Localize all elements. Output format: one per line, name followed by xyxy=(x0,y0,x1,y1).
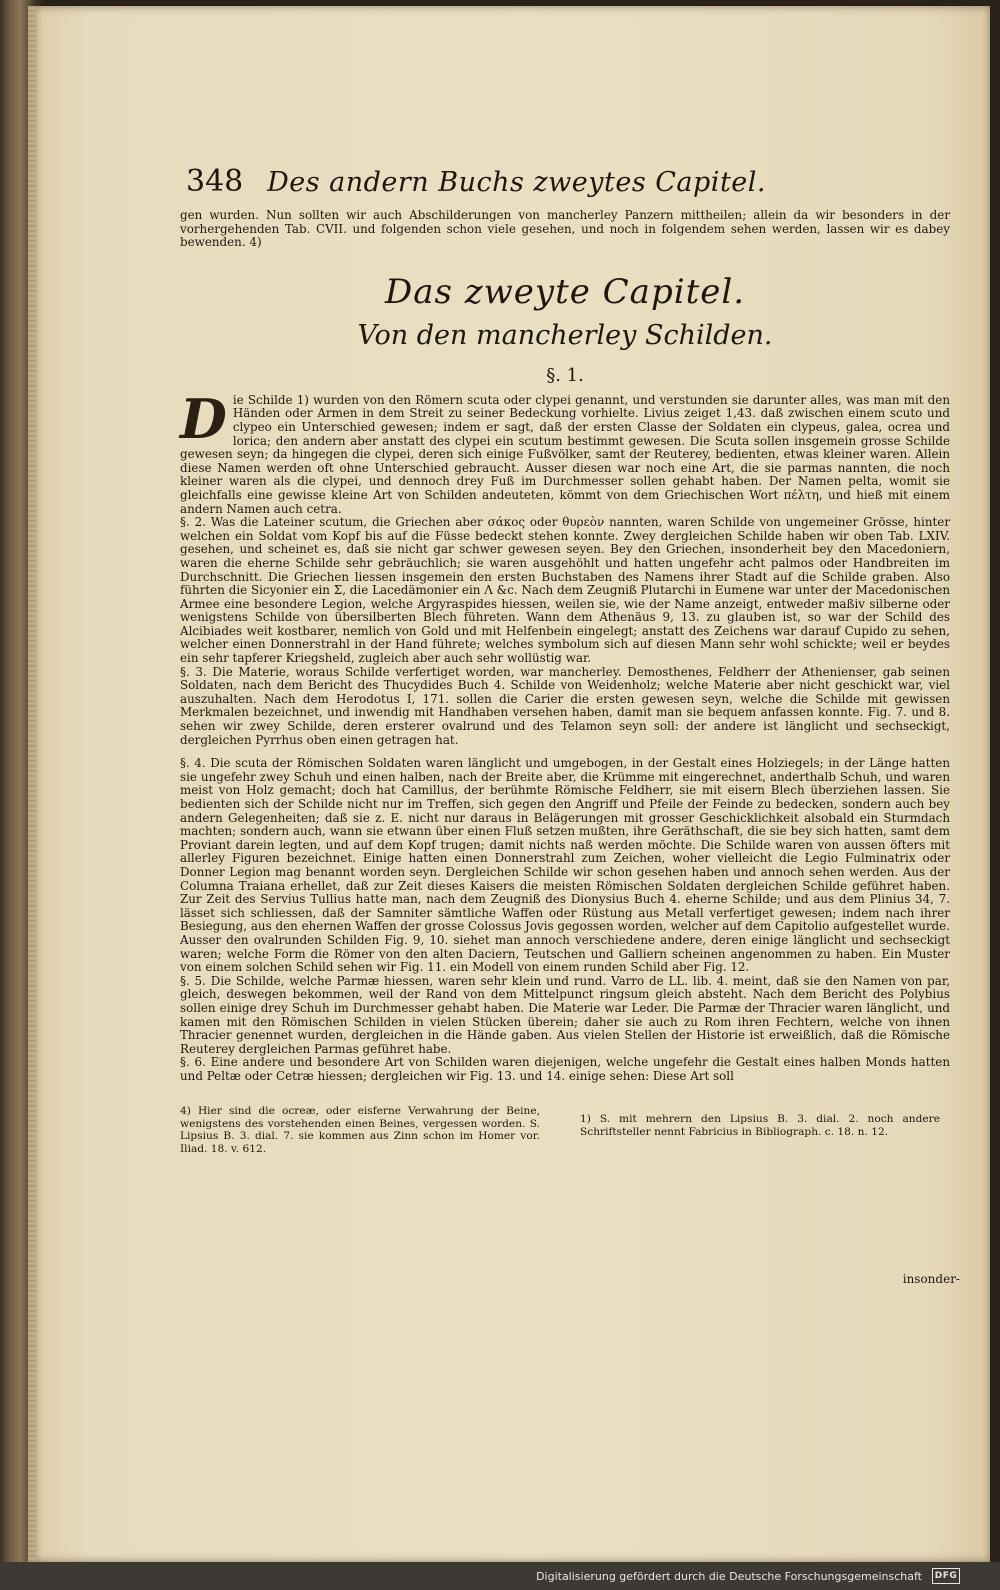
paragraph-4: §. 4. Die scuta der Römischen Soldaten waren länglicht und umgebogen, in der Gestalt eines Holziegels; in der Länge hatten sie ungefehr zwey Schuh und einen halben, nach der Breite aber, die Krümme mit eingerechnet, anderthalb Schuh, und waren meist von Holz gemacht; doch hat Camillus, der berühmte Römische Feldherr, sie mit eisern Blech überziehen lassen. Sie bedienten sich der Schilde nicht nur im Treffen, sich gegen den Angriff und Pfeile der Feinde zu bedecken, sondern auch bey andern Gelegenheiten; daß sie z. E. nicht nur daraus in Belägerungen mit grosser Geschicklichkeit alsobald ein Sturmdach machten; sondern auch, wann sie etwann über einen Fluß setzen mußten, ihre Geräthschaft, die sie bey sich hatten, samt dem Proviant darein legten, und auf dem Kopf trugen; damit nichts naß werden möchte. Die Schilde waren von aussen öfters mit allerley Figuren bezeichnet. Einige hatten einen Donnerstrahl zum Zeichen, woher vielleicht die Legio Fulminatrix oder Donner Legion mag benannt worden seyn. Dergleichen Schilde wir schon gesehen haben und annoch sehen werden. Aus der Columna Traiana erhellet, daß zur Zeit dieses Kaisers die meisten Römischen Soldaten dergleichen Schilde geführet haben. Zur Zeit des Servius Tullius hatte man, nach dem Zeugniß des Dionysius Buch 4. eherne Schilde; und aus dem Plinius 34, 7. lässet sich schliessen, daß der Samniter sämtliche Waffen oder Rüstung aus Metall verfertiget gewesen; indem nach ihrer Besiegung, aus den ehernen Waffen der grosse Colossus Jovis gegossen worden, welcher auf dem Capitolio aufgestellet wurde. Ausser den ovalrunden Schilden Fig. 9, 10. siehet man annoch verschiedene andere, deren einige länglicht und sechseckigt waren; welche Form die Römer von den alten Daciern, Teutschen und Galliern scheinen angenommen zu haben. Ein Muster von einem solchen Schild sehen wir Fig. 11. ein Modell von einem runden Schild aber Fig. 12. xyxy=(180,756,950,975)
intro-paragraph: gen wurden. Nun sollten wir auch Abschilderungen von mancherley Panzern mittheilen; allein da wir besonders in der vorhergehenden Tab. CVII. und folgenden schon viele gesehen, und noch in folgendem sehen werden, lassen wir es dabey bewenden. 4) xyxy=(180,208,950,250)
running-head xyxy=(186,164,766,199)
page-content xyxy=(180,150,950,1155)
page-stack-edge xyxy=(28,6,36,1562)
drop-cap: D xyxy=(180,386,227,451)
section-mark: §. 1. xyxy=(546,364,584,386)
paragraph-1 xyxy=(180,386,950,516)
footnote-left: 4) Hier sind die ocreæ, oder eisferne Verwahrung der Beine, wenigstens des vorstehenden einen Beines, vergessen worden. S. Lipsius B. 3. dial. 7. sie kommen aus Zinn schon im Homer vor. Iliad. 18. v. 612. xyxy=(180,1105,540,1155)
chapter-title: Das zweyte Capitel. xyxy=(384,271,746,312)
footnotes xyxy=(180,1105,940,1155)
paragraph-5: §. 5. Die Schilde, welche Parmæ hiessen, waren sehr klein und rund. Varro de LL. lib. 4. meint, daß sie den Namen von par, gleich, deswegen bekommen, weil der Rand von dem Mittelpunct ringsum gleich absteht. Nach dem Bericht des Polybius sollen einige drey Schuh im Durchmesser gehabt haben. Die Materie war Leder. Die Parmæ der Thracier waren länglicht, und kamen mit den Römischen Schilden in vielen Stücken überein; daher sie auch zu Rom ihren Fechtern, welche von ihnen Thracier genennet wurden, dergleichen in die Hände gaben. Aus vielen Stellen der Historie ist erweißlich, daß die Römische Reuterey dergleichen Parmas geführet habe. xyxy=(180,973,950,1056)
catchword: insonder- xyxy=(902,1272,960,1286)
footnote-right: 1) S. mit mehrern den Lipsius B. 3. dial. 2. noch andere Schriftsteller nennt Fabricius in Bibliograph. c. 18. n. 12. xyxy=(580,1113,940,1138)
paragraph-3: §. 3. Die Materie, woraus Schilde verfertiget worden, war mancherley. Demosthenes, Feldherr der Athenienser, gab seinen Soldaten, nach dem Bericht des Thucydides Buch 4. Schilde von Weidenholz; welche Materie aber nicht geschickt war, viel auszuhalten. Nach dem Herodotus I, 171. sollen die Carier die ersten gewesen seyn, welche die Schilde mit gewissen Merkmalen bezeichnet, und inwendig mit Handhaben versehen haben, damit man sie bequem anfassen konnte. Fig. 7. und 8. sehen wir zwey Schilde, deren ersterer ovalrund und des Telamon seyn soll: der andere ist länglicht und sechseckigt, dergleichen Pyrrhus oben einen getragen hat. xyxy=(180,664,950,747)
dfg-logo: DFG xyxy=(932,1568,960,1584)
page-number: 348 xyxy=(186,164,244,199)
footer-bar xyxy=(0,1562,1000,1590)
chapter-subtitle: Von den mancherley Schilden. xyxy=(357,319,773,351)
running-head-title: Des andern Buchs zweytes Capitel. xyxy=(267,167,766,198)
footer-funding-text: Digitalisierung gefördert durch die Deutsche Forschungsgemeinschaft xyxy=(536,1569,922,1583)
paragraph-2: §. 2. Was die Lateiner scutum, die Griechen aber σάκος oder θυρεὸν nannten, waren Schilde von ungemeiner Grösse, hinter welchen ein Soldat vom Kopf bis auf die Füsse bedeckt stehen konnte. Zwey dergleichen Schilde haben wir oben Tab. LXIV. gesehen, und scheinet es, daß sie nicht gar schwer gewesen seyen. Bey den Griechen, insonderheit bey den Macedoniern, waren die eherne Schilde sehr gebräuchlich; sie waren ausgehöhlt und hatten ungefehr acht palmos oder Handbreiten im Durchschnitt. Die Griechen liessen insgemein den ersten Buchstaben des Namens ihrer Stadt auf die Schilde graben. Also führten die Sicyonier ein Σ, die Lacedämonier ein Λ &c. Nach dem Zeugniß Plutarchi in Eumene war unter der Macedonischen Armee eine besondere Legion, welche Argyraspides hiessen, weilen sie, wie der Name anzeigt, entweder maßiv silberne oder wenigstens Schilde von übersilberten Blech führeten. Wann dem Athenäus 9, 13. zu glauben ist, so war der Schild des Alcibiades weit kostbarer, nemlich von Gold und mit Helfenbein eingelegt; anstatt des Zeichens war darauf Cupido zu sehen, welcher einen Donnerstrahl in der Hand führete; welches symbolum sich auf diesen Mann sehr wohl schickte; weil er beydes ein sehr tapferer Kriegsheld, zugleich aber auch sehr wollüstig war. xyxy=(180,515,950,666)
paragraph-1-text: ie Schilde 1) wurden von den Römern scuta oder clypei genannt, und verstunden sie darunter alles, was man mit den Händen oder Armen in dem Streit zu seiner Bedeckung vorhielte. Livius zeiget 1,43. daß zwischen einem scuto und clypeo ein Unterschied gewesen; indem er sagt, daß der ersten Classe der Soldaten ein clypeus, galea, ocrea und lorica; den andern aber anstatt des clypei ein scutum bestimmt gewesen. Die Scuta sollen insgemein grosse Schilde gewesen seyn; da hingegen die clypei, deren sich einige Fußvölker, samt der Reuterey, bedienten, etwas kleiner waren. Allein diese Namen werden oft ohne Unterschied gebraucht. Ausser diesen war noch eine Art, die sie parmas nannten, die noch kleiner waren als die clypei, und dennoch drey Fuß im Durchmesser sollen gehabt haben. Der Namen pelta, womit sie gleichfalls eine gewisse kleine Art von Schilden andeuteten, kömmt von dem Griechischen Wort πέλτη, und hieß mit einem andern Namen auch cetra. xyxy=(180,392,950,516)
paragraph-6: §. 6. Eine andere und besondere Art von Schilden waren diejenigen, welche ungefehr die Gestalt eines halben Monds hatten und Peltæ oder Cetræ hiessen; dergleichen wir Fig. 13. und 14. einige sehen: Diese Art soll xyxy=(180,1055,950,1083)
